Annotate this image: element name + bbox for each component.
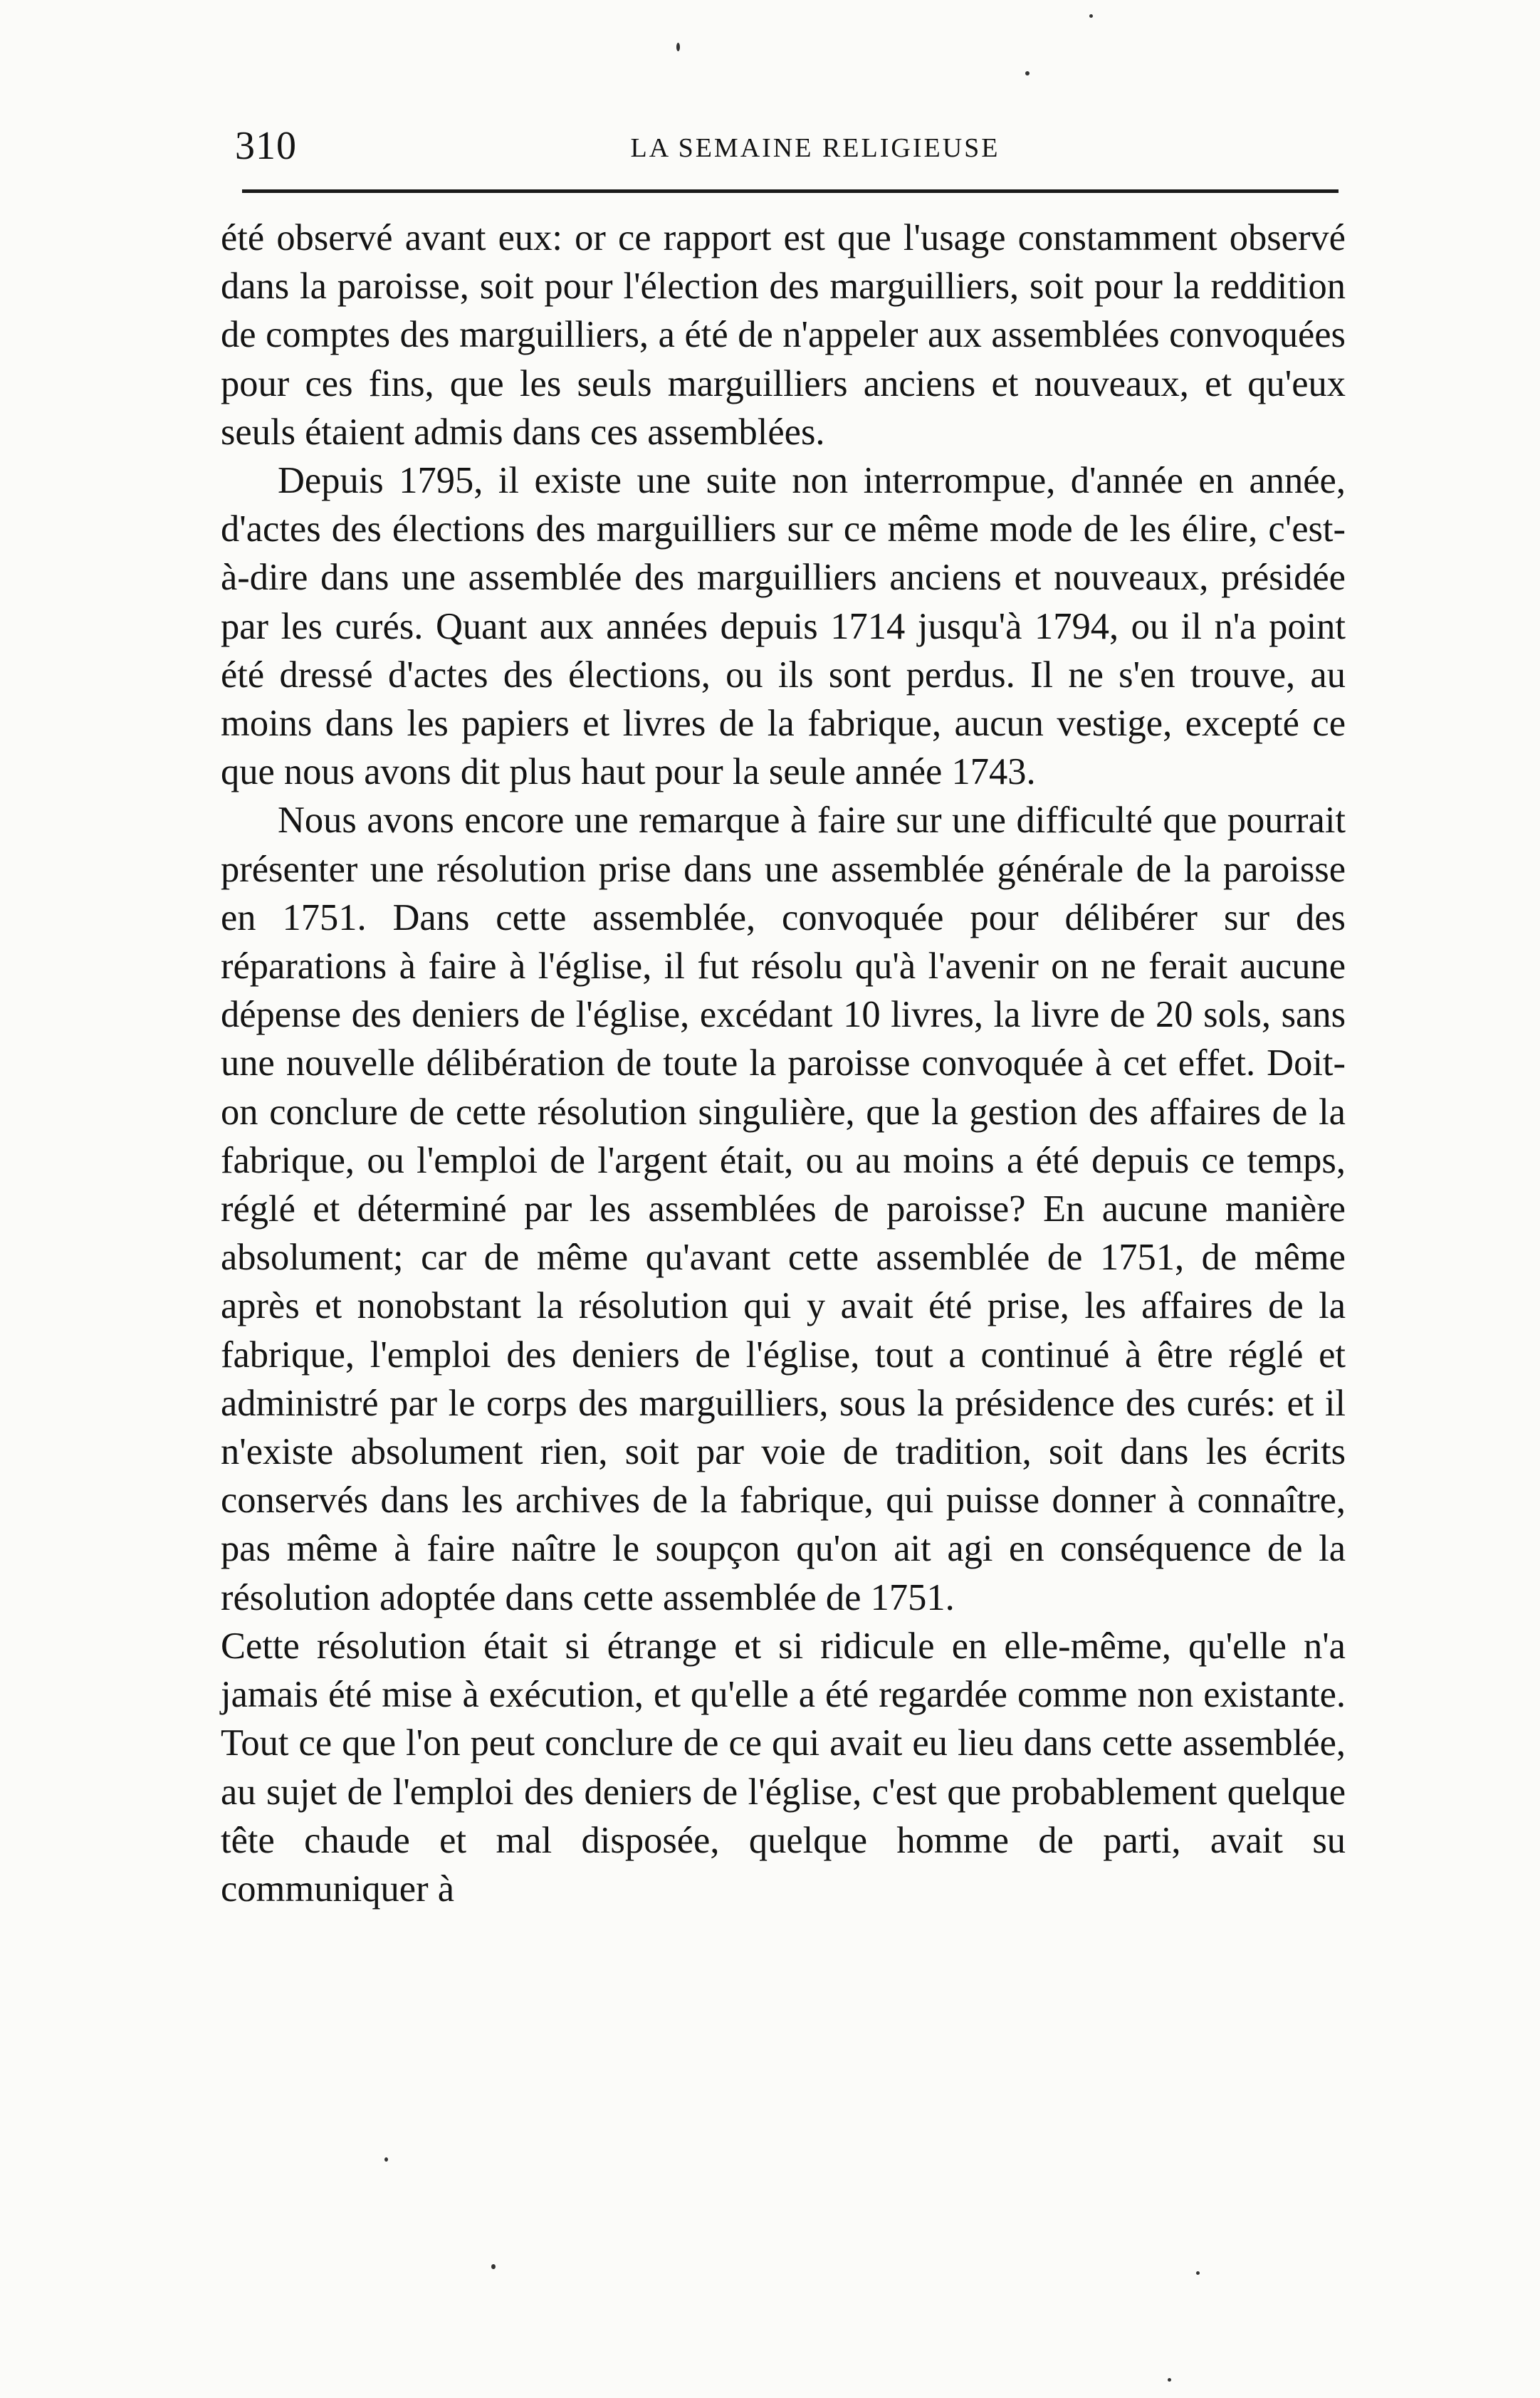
print-speck (676, 43, 680, 51)
print-speck (1168, 2378, 1171, 2382)
print-speck (1196, 2271, 1200, 2275)
paragraph-continued: été observé avant eux: or ce rapport est que l'usage constamment observé dans la paroisse, soit pour l'élection des marguilliers, soit pour la reddition de comptes des marguilliers, a été de n'appeler aux assemblées convoquées pour ces fins, que les seuls marguilliers anciens et nouveaux, et qu'eux seuls étaient admis dans ces assemblées. (221, 217, 1346, 453)
print-speck (1089, 14, 1093, 18)
page-number: 310 (235, 124, 297, 168)
paragraph: Depuis 1795, il existe une suite non interrompue, d'année en année, d'actes des élections des marguilliers sur ce même mode de les élire, c'est-à-dire dans une assemblée des marguilliers anciens et nouveaux, présidée par les curés. Quant aux années depuis 1714 jusqu'à 1794, ou il n'a point été dressé d'actes des élections, ou ils sont perdus. Il ne s'en trouve, au moins dans les papiers et livres de la fabrique, aucun vestige, excepté ce que nous avons dit plus haut pour la seule année 1743. (221, 460, 1346, 793)
body-text (221, 214, 1346, 1913)
header-rule (242, 189, 1339, 193)
print-speck (384, 2157, 388, 2162)
print-speck (491, 2264, 496, 2269)
page-header (235, 121, 1339, 178)
print-speck (1025, 71, 1030, 75)
paragraph: Nous avons encore une remarque à faire sur une difficulté que pourrait présenter une résolution prise dans une assemblée générale de la paroisse en 1751. Dans cette assemblée, convoquée pour délibérer sur des réparations à faire à l'église, il fut résolu qu'à l'avenir on ne ferait aucune dépense des deniers de l'église, excédant 10 livres, la livre de 20 sols, sans une nouvelle délibération de toute la paroisse convoquée à cet effet. Doit-on conclure de cette résolution singulière, que la gestion des affaires de la fabrique, ou l'emploi de l'argent était, ou au moins a été depuis ce temps, réglé et déterminé par les assemblées de paroisse? En aucune manière absolument; car de même qu'avant cette assemblée de 1751, de même après et nonobstant la résolution qui y avait été prise, les affaires de la fabrique, l'emploi des deniers de l'église, tout a continué à être réglé et administré par le corps des marguilliers, sous la présidence des curés: et il n'existe absolument rien, soit par voie de tradition, soit dans les écrits conservés dans les archives de la fabrique, qui puisse donner à connaître, pas même à faire naître le soupçon qu'on ait agi en conséquence de la résolution adoptée dans cette assemblée de 1751. (221, 800, 1346, 1618)
running-title: LA SEMAINE RELIGIEUSE (630, 133, 1000, 163)
paragraph: Cette résolution était si étrange et si ridicule en elle-même, qu'elle n'a jamais été mise à exécution, et qu'elle a été regardée comme non existante. Tout ce que l'on peut conclure de ce qui avait eu lieu dans cette assemblée, au sujet de l'emploi des deniers de l'église, c'est que probablement quelque tête chaude et mal disposée, quelque homme de parti, avait su communiquer à (221, 1625, 1346, 1910)
